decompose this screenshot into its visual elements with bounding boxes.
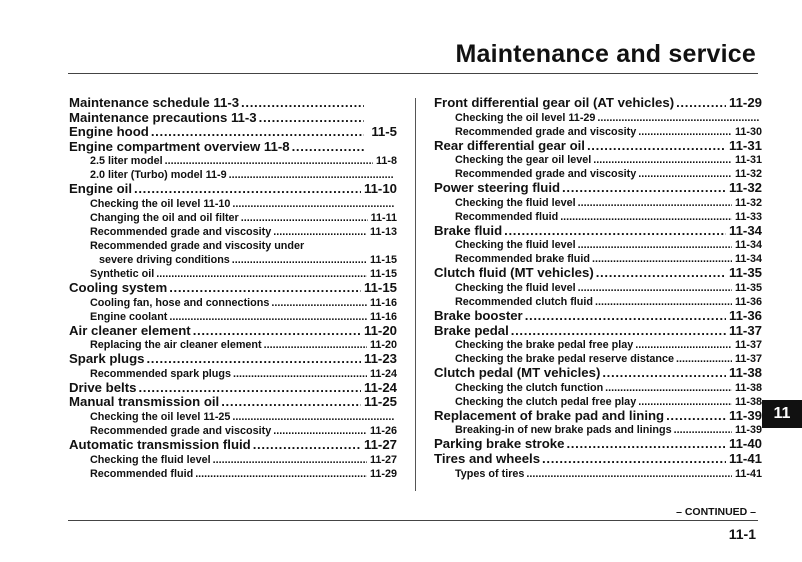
column-divider bbox=[415, 98, 416, 491]
toc-entry-page: 11-38 bbox=[728, 366, 762, 381]
toc-subentry[interactable] bbox=[434, 196, 762, 210]
toc-entry-title: Checking the brake pedal reserve distance bbox=[455, 353, 675, 366]
toc-subentry[interactable] bbox=[434, 153, 762, 167]
toc-entry-title: Breaking-in of new brake pads and linings bbox=[455, 424, 672, 437]
toc-entry-page: 11-37 bbox=[734, 353, 762, 366]
toc-entry-title: Engine compartment overview 11-8 bbox=[69, 139, 290, 154]
toc-entry-title: Power steering fluid bbox=[434, 181, 561, 196]
toc-entry[interactable] bbox=[434, 309, 762, 324]
toc-entry-title: Checking the fluid level bbox=[90, 453, 211, 466]
toc-entry-title: Parking brake stroke bbox=[434, 437, 565, 452]
toc-entry[interactable] bbox=[69, 96, 397, 111]
toc-entry-title: Checking the oil level 11-29 bbox=[455, 111, 596, 124]
toc-entry-page: 11-5 bbox=[371, 125, 397, 140]
toc-entry-title: Checking the clutch pedal free play bbox=[455, 395, 637, 408]
toc-entry[interactable] bbox=[69, 381, 397, 396]
toc-entry-page: 11-41 bbox=[734, 467, 762, 480]
toc-entry-page: 11-31 bbox=[728, 138, 762, 153]
toc-entry-title: Recommended spark plugs bbox=[90, 367, 231, 380]
toc-subentry[interactable] bbox=[434, 125, 762, 139]
toc-entry-page: 11-32 bbox=[734, 168, 762, 181]
dot-leader bbox=[595, 111, 759, 125]
toc-subentry[interactable] bbox=[69, 154, 397, 168]
toc-entry-title: Cooling system bbox=[69, 280, 168, 295]
toc-entry-title: Drive belts bbox=[69, 380, 137, 395]
header-divider bbox=[68, 73, 758, 74]
dot-leader bbox=[144, 352, 361, 367]
toc-subentry[interactable] bbox=[434, 238, 762, 252]
dot-leader bbox=[227, 168, 394, 182]
footer-divider bbox=[68, 520, 758, 521]
toc-subentry[interactable] bbox=[69, 367, 397, 381]
dot-leader bbox=[591, 153, 732, 167]
toc-entry-title: Recommended brake fluid bbox=[455, 253, 590, 266]
toc-entry-page: 11-13 bbox=[369, 225, 397, 238]
toc-entry-page: 11-39 bbox=[734, 424, 762, 437]
toc-entry-page: 11-41 bbox=[728, 451, 762, 466]
toc-entry-title: Engine coolant bbox=[90, 310, 168, 323]
toc-subentry[interactable] bbox=[69, 453, 397, 467]
dot-leader bbox=[594, 266, 726, 281]
dot-leader bbox=[636, 167, 732, 181]
toc-entry-title: Synthetic oil bbox=[90, 267, 155, 280]
toc-subentry[interactable] bbox=[69, 310, 397, 324]
dot-leader bbox=[219, 395, 361, 410]
dot-leader bbox=[524, 467, 732, 481]
dot-leader bbox=[576, 281, 732, 295]
toc-subentry[interactable] bbox=[434, 467, 762, 481]
toc-subentry[interactable] bbox=[69, 253, 397, 267]
toc-entry-page: 11-20 bbox=[363, 323, 397, 338]
toc-entry[interactable] bbox=[434, 366, 762, 381]
dot-leader bbox=[540, 452, 726, 467]
toc-subentry[interactable] bbox=[69, 225, 397, 239]
dot-leader bbox=[636, 125, 732, 139]
toc-subentry[interactable] bbox=[434, 423, 762, 437]
dot-leader bbox=[603, 381, 732, 395]
page-number: 11-1 bbox=[728, 526, 756, 542]
toc-entry-title: Spark plugs bbox=[69, 352, 145, 367]
toc-entry[interactable] bbox=[69, 352, 397, 367]
toc-entry-page: 11-16 bbox=[369, 310, 397, 323]
toc-entry-title: Recommended grade and viscosity under bbox=[90, 239, 305, 252]
toc-entry[interactable] bbox=[434, 96, 762, 111]
toc-subentry[interactable] bbox=[69, 338, 397, 352]
toc-entry-title: Rear differential gear oil bbox=[434, 138, 585, 153]
toc-entry-title: severe driving conditions bbox=[99, 253, 230, 266]
toc-entry-title: Checking the clutch function bbox=[455, 381, 604, 394]
dot-leader bbox=[576, 238, 732, 252]
toc-left-column bbox=[69, 96, 397, 481]
toc-entry-title: Air cleaner element bbox=[69, 323, 191, 338]
toc-entry-page: 11-24 bbox=[363, 380, 397, 395]
dot-leader bbox=[558, 210, 732, 224]
dot-leader bbox=[230, 253, 367, 267]
toc-entry-title: Checking the gear oil level bbox=[455, 154, 592, 167]
toc-entry[interactable] bbox=[434, 452, 762, 467]
toc-entry-page: 11-37 bbox=[728, 323, 762, 338]
toc-entry-page: 11-32 bbox=[728, 181, 762, 196]
toc-entry[interactable] bbox=[69, 324, 397, 339]
dot-leader bbox=[633, 338, 732, 352]
page-title: Maintenance and service bbox=[455, 40, 756, 68]
toc-subentry[interactable] bbox=[434, 167, 762, 181]
dot-leader bbox=[149, 125, 364, 140]
toc-subentry[interactable] bbox=[434, 352, 762, 366]
toc-entry-page: 11-34 bbox=[728, 223, 762, 238]
toc-entry-title: Clutch fluid (MT vehicles) bbox=[434, 266, 594, 281]
toc-entry-title: Checking the oil level 11-25 bbox=[90, 410, 231, 423]
toc-subentry[interactable] bbox=[69, 267, 397, 281]
toc-subentry[interactable] bbox=[69, 211, 397, 225]
toc-entry-page: 11-35 bbox=[728, 266, 762, 281]
toc-entry-page: 11-15 bbox=[363, 280, 397, 295]
toc-entry-page: 11-30 bbox=[734, 125, 762, 138]
toc-entry-title: Maintenance schedule 11-3 bbox=[69, 96, 240, 110]
dot-leader bbox=[167, 281, 361, 296]
dot-leader bbox=[262, 338, 367, 352]
toc-entry-title: Recommended grade and viscosity bbox=[90, 225, 272, 238]
dot-leader bbox=[269, 296, 367, 310]
toc-entry-title: Replacing the air cleaner element bbox=[90, 339, 262, 352]
toc-subentry[interactable] bbox=[69, 168, 397, 182]
toc-entry-title: Clutch pedal (MT vehicles) bbox=[434, 366, 601, 381]
dot-leader bbox=[674, 352, 732, 366]
toc-entry-page: 11-15 bbox=[369, 267, 397, 280]
dot-leader bbox=[590, 252, 732, 266]
dot-leader bbox=[664, 409, 726, 424]
toc-entry-title: Brake booster bbox=[434, 308, 523, 323]
toc-entry-title: Checking the fluid level bbox=[455, 239, 576, 252]
toc-subentry[interactable] bbox=[434, 111, 762, 125]
toc-entry-page: 11-25 bbox=[363, 395, 397, 410]
toc-entry-title: 2.0 liter (Turbo) model 11-9 bbox=[90, 169, 227, 182]
toc-entry-page: 11-34 bbox=[734, 253, 762, 266]
dot-leader bbox=[502, 224, 726, 239]
toc-entry-title: Tires and wheels bbox=[434, 451, 541, 466]
dot-leader bbox=[251, 438, 361, 453]
toc-entry[interactable] bbox=[69, 111, 397, 126]
dot-leader bbox=[230, 410, 394, 424]
toc-entry-page: 11-23 bbox=[363, 352, 397, 367]
toc-entry-title: Engine hood bbox=[69, 125, 149, 140]
toc-entry-page: 11-10 bbox=[363, 182, 397, 197]
dot-leader bbox=[211, 453, 367, 467]
toc-subentry[interactable] bbox=[434, 395, 762, 409]
toc-subentry[interactable] bbox=[69, 296, 397, 310]
toc-entry-title: Recommended grade and viscosity bbox=[455, 125, 637, 138]
dot-leader bbox=[290, 140, 364, 155]
toc-subentry[interactable] bbox=[434, 252, 762, 266]
toc-subentry[interactable] bbox=[69, 467, 397, 481]
toc-subentry[interactable] bbox=[434, 295, 762, 309]
toc-entry-title: Checking the oil level 11-10 bbox=[90, 197, 231, 210]
toc-subentry[interactable] bbox=[69, 410, 397, 424]
toc-subentry[interactable] bbox=[434, 381, 762, 395]
toc-entry[interactable] bbox=[69, 125, 397, 140]
toc-entry-title: Maintenance precautions 11-3 bbox=[69, 110, 257, 125]
chapter-tab: 11 bbox=[762, 400, 802, 428]
dot-leader bbox=[585, 139, 726, 154]
toc-entry[interactable] bbox=[434, 224, 762, 239]
toc-entry-title: Brake pedal bbox=[434, 323, 509, 338]
toc-entry-title: Changing the oil and oil filter bbox=[90, 211, 239, 224]
dot-leader bbox=[271, 424, 367, 438]
dot-leader bbox=[239, 211, 368, 225]
toc-entry-title: Checking the fluid level bbox=[455, 281, 576, 294]
dot-leader bbox=[271, 225, 367, 239]
dot-leader bbox=[564, 437, 726, 452]
toc-entry[interactable] bbox=[434, 409, 762, 424]
dot-leader bbox=[136, 381, 361, 396]
dot-leader bbox=[257, 111, 364, 126]
toc-entry[interactable] bbox=[434, 266, 762, 281]
toc-entry-page: 11-15 bbox=[369, 253, 397, 266]
toc-entry-page: 11-27 bbox=[363, 437, 397, 452]
toc-entry-page: 11-34 bbox=[734, 239, 762, 252]
toc-entry-page: 11-36 bbox=[734, 295, 762, 308]
toc-entry-title: Front differential gear oil (AT vehicles) bbox=[434, 96, 675, 110]
dot-leader bbox=[523, 309, 726, 324]
toc-entry[interactable] bbox=[69, 182, 397, 197]
toc-entry-page: 11-29 bbox=[728, 96, 762, 110]
toc-entry-title: Recommended grade and viscosity bbox=[90, 424, 272, 437]
toc-entry[interactable] bbox=[434, 324, 762, 339]
dot-leader bbox=[191, 324, 361, 339]
toc-subentry[interactable] bbox=[434, 210, 762, 224]
toc-entry-page: 11-26 bbox=[369, 424, 397, 437]
toc-entry[interactable] bbox=[434, 139, 762, 154]
toc-entry-page: 11-32 bbox=[734, 196, 762, 209]
toc-entry-page: 11-37 bbox=[734, 339, 762, 352]
dot-leader bbox=[509, 324, 726, 339]
toc-entry-title: Checking the fluid level bbox=[455, 196, 576, 209]
toc-entry-page: 11-29 bbox=[369, 467, 397, 480]
toc-subentry[interactable] bbox=[69, 424, 397, 438]
toc-entry-page: 11-40 bbox=[728, 437, 762, 452]
toc-entry[interactable] bbox=[69, 281, 397, 296]
toc-entry-title: Recommended grade and viscosity bbox=[455, 168, 637, 181]
toc-entry-page: 11-20 bbox=[369, 339, 397, 352]
toc-entry-title: Recommended fluid bbox=[455, 210, 559, 223]
toc-entry-page: 11-31 bbox=[734, 154, 762, 167]
toc-entry[interactable] bbox=[69, 395, 397, 410]
toc-subentry[interactable] bbox=[434, 281, 762, 295]
toc-entry-title: Engine oil bbox=[69, 182, 133, 197]
dot-leader bbox=[576, 196, 732, 210]
toc-entry-page: 11-38 bbox=[734, 381, 762, 394]
dot-leader bbox=[239, 96, 364, 111]
dot-leader bbox=[672, 423, 732, 437]
toc-entry-page: 11-38 bbox=[734, 395, 762, 408]
toc-entry-title: 2.5 liter model bbox=[90, 155, 163, 168]
toc-subentry[interactable] bbox=[434, 338, 762, 352]
dot-leader bbox=[600, 366, 726, 381]
toc-entry-title: Automatic transmission fluid bbox=[69, 437, 251, 452]
toc-entry-title: Replacement of brake pad and lining bbox=[434, 408, 665, 423]
dot-leader bbox=[193, 467, 367, 481]
toc-entry-page: 11-24 bbox=[369, 367, 397, 380]
toc-entry-page: 11-11 bbox=[370, 211, 397, 224]
toc-entry-title: Manual transmission oil bbox=[69, 395, 220, 410]
toc-subentry[interactable] bbox=[69, 197, 397, 211]
toc-entry-page: 11-35 bbox=[734, 281, 762, 294]
toc-entry-title: Recommended fluid bbox=[90, 467, 194, 480]
toc-entry-page: 11-8 bbox=[375, 155, 397, 168]
toc-entry-page: 11-33 bbox=[734, 210, 762, 223]
dot-leader bbox=[154, 267, 367, 281]
dot-leader bbox=[560, 181, 726, 196]
continued-note: – CONTINUED – bbox=[676, 506, 756, 518]
toc-entry-page: 11-36 bbox=[728, 308, 762, 323]
toc-entry[interactable] bbox=[434, 437, 762, 452]
dot-leader bbox=[593, 295, 732, 309]
toc-entry[interactable] bbox=[434, 181, 762, 196]
toc-entry-page: 11-16 bbox=[369, 296, 397, 309]
dot-leader bbox=[167, 310, 367, 324]
toc-entry-title: Checking the brake pedal free play bbox=[455, 339, 634, 352]
toc-entry-title: Cooling fan, hose and connections bbox=[90, 296, 270, 309]
toc-right-column bbox=[434, 96, 762, 481]
dot-leader bbox=[132, 182, 361, 197]
toc-entry-page: 11-27 bbox=[369, 453, 397, 466]
dot-leader bbox=[231, 367, 367, 381]
toc-entry[interactable] bbox=[69, 438, 397, 453]
toc-entry-title: Brake fluid bbox=[434, 223, 503, 238]
dot-leader bbox=[230, 197, 394, 211]
dot-leader bbox=[163, 154, 373, 168]
dot-leader bbox=[674, 96, 726, 111]
toc-entry-title: Recommended clutch fluid bbox=[455, 295, 593, 308]
toc-subentry[interactable] bbox=[69, 239, 397, 253]
toc-entry-title: Types of tires bbox=[455, 467, 525, 480]
toc-entry[interactable] bbox=[69, 140, 397, 155]
dot-leader bbox=[636, 395, 732, 409]
toc-entry-page: 11-39 bbox=[728, 408, 762, 423]
